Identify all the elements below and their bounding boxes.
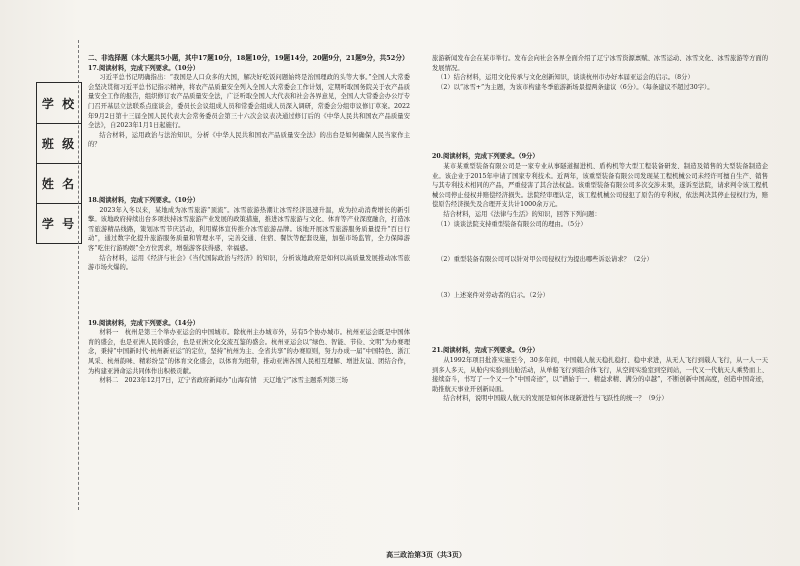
q19-material-2-continued: 旅游新闻发布会在某市举行。发布会向社会各界全面介绍了辽宁冰雪资源禀赋、冰雪运动、冰雪文化、冰雪旅游等方面的发展情况。 bbox=[432, 55, 768, 72]
q19-answer-space bbox=[432, 92, 768, 152]
binding-cut-line bbox=[78, 40, 79, 510]
q19-task-1: （1）结合材料，运用文化传承与文化创新知识，谈谈杭州市办好本届亚运会的启示。（8分） bbox=[437, 74, 694, 82]
class-field: 班 级 bbox=[37, 123, 81, 164]
q19-material-1: 材料一 杭州是第三个举办亚运会的中国城市。除杭州主办城市外，另有5个协办城市。杭州亚运会既是中国体育的盛会，也是亚洲人民的盛会，也是亚洲文化交流互鉴的盛会。杭州亚运会以“绿色、智能、节俭、文明”为办赛理念，秉持“中国新时代·杭州新亚运”的定位，坚持“杭州为主、全省共享”的办赛原则，努力办成一届“中国特色、浙江风采、杭州韵味、精彩纷呈”的体育文化盛会，以体育为纽带，推动亚洲各国人民相互理解、增进友谊、团结合作，为构建亚洲命运共同体作出积极贡献。 bbox=[88, 329, 410, 375]
q20-answer-space-1 bbox=[432, 229, 768, 255]
binding-strip bbox=[14, 70, 84, 490]
school-field: 学 校 bbox=[37, 83, 81, 124]
section-title: 二、非选择题（本大题共5小题，其中17题10分，18题10分，19题14分，20题9分，21题9分，共52分） bbox=[88, 54, 409, 62]
left-column bbox=[88, 54, 410, 386]
student-info-box bbox=[36, 82, 82, 244]
q17-title: 17.阅读材料，完成下列要求。（10分） bbox=[88, 64, 200, 72]
q21-title: 21.阅读材料，完成下列要求。（9分） bbox=[432, 347, 539, 355]
q19-task-2: （2）以“冰雪+”为主题，为该市构建冬季旅游新场景提两条建议（6分）。（每条建议不超过30字）。 bbox=[437, 83, 714, 91]
q21-material: 从1992年项目批准实施至今，30多年间，中国载人航天稳扎稳打、稳中求进，从无人飞行到载人飞行，从一人一天到多人多天，从舱内实验到出舱活动，从单船飞行到组合体飞行，从空间实验室到空间站，一代又一代航天人乘势而上、接续奋斗，书写了一个又一个“中国奇迹”，以“谱始于一、精益求精、满分的卓越”，不断创新中国高度，创造中国奇迹，助推航天事业开创新局面。 bbox=[432, 356, 768, 393]
q19-material-2: 材料二 2023年12月7日，辽宁省政府新闻办“山海有情 天辽地宁”冰雪主题系列第三场 bbox=[99, 377, 348, 385]
q17-answer-space bbox=[88, 150, 410, 196]
q20-answer-space-2 bbox=[432, 265, 768, 291]
q20-task-2: （2）重型装备有限公司可以针对甲公司侵权行为提出哪些诉讼请求？（2分） bbox=[437, 256, 653, 264]
q20-answer-space-3 bbox=[432, 300, 768, 346]
q18-answer-space bbox=[88, 273, 410, 319]
page-footer: 高三政治第3页（共3页） bbox=[386, 550, 466, 559]
q20-task: 结合材料，运用《法律与生活》的知识，回答下列问题： bbox=[443, 210, 601, 218]
q20-task-1: （1）谈谈法院支持重型装备有限公司的理由。（5分） bbox=[437, 220, 587, 228]
q21-task: 结合材料，说明中国载人航天的发展是如何体现新进性与飞跃性的统一？（9分） bbox=[443, 395, 668, 403]
q20-material: 某市某重型装备有限公司是一家专业从事隧道掘进机、盾构机等大型工程装备研发、制造及销售的大型装备制造企业。该企业于2015年申请了国家专利技术。近两年，该重型装备有限公司发现某工程机械公司未经许可擅自生产、销售与其专利技术相同的产品，严重侵害了其合法权益。该重型装备有限公司多次交涉未果，遂诉至法院，请求判令该工程机械公司停止侵权并赔偿经济损失。法院经审理认定，该工程机械公司侵犯了原告的专利权，依法判决其停止侵权行为，赔偿原告经济损失及合理开支共计1000余万元。 bbox=[432, 162, 768, 209]
name-field: 姓 名 bbox=[37, 163, 81, 204]
q18-material: 2023年入冬以来，某地成为冰雪旅游“顶流”。冰雪旅游热潮让冰雪经济迅速升温，成为拉动消费增长的新引擎。该地政府持续出台多项扶持冰雪旅游产业发展的政策措施，推进冰雪旅游与文化、体育等产业深度融合，打造冰雪旅游精品线路，策划冰雪节庆活动，利用媒体宣传推介冰雪旅游品牌。该地开展冰雪旅游服务质量提升“百日行动”，通过数字化提升旅游服务质量和管理水平，完善交通、住宿、餐饮等配套设施，加强市场监管，全力保障游客“吃住行游购娱”全方位需求，增强游客获得感、幸福感。 bbox=[88, 206, 410, 252]
q17-task: 结合材料，运用政治与法治知识，分析《中华人民共和国农产品质量安全法》的出台是如何确保人民当家作主的？ bbox=[88, 131, 410, 149]
q20-task-3: （3）上述案件对劳动者的启示。（2分） bbox=[437, 291, 549, 299]
right-column bbox=[432, 54, 768, 404]
number-field: 学 号 bbox=[41, 216, 77, 231]
q20-title: 20.阅读材料，完成下列要求。（9分） bbox=[432, 153, 539, 161]
q19-title: 19.阅读材料，完成下列要求。（14分） bbox=[88, 319, 200, 327]
q18-title: 18.阅读材料，完成下列要求。（10分） bbox=[88, 196, 200, 204]
q18-task: 结合材料，运用《经济与社会》《当代国际政治与经济》的知识，分析该地政府是如何以高质量发展推动冰雪旅游市场火爆的。 bbox=[88, 254, 410, 272]
q17-material: 习近平总书记明确指出：“我国是人口众多的大国，解决好吃饭问题始终是治国理政的头等大事。”全国人大常委会坚决贯彻习近平总书记指示精神，将农产品质量安全列入全国人大常委会工作计划，定期听取国务院关于农产品质量安全工作的报告，组织修订农产品质量安全法，广泛听取全国人大代表和社会各界意见，全国人大常委会办公厅专门召开基层立法联系点座谈会，委员长会议组成人员和常委会组成人员深入调研，常委会分组审议修订草案。2022年9月2日第十三届全国人民代表大会常务委员会第三十六次会议表决通过修订后的《中华人民共和国农产品质量安全法》，自2023年1月1日起施行。 bbox=[88, 74, 410, 130]
